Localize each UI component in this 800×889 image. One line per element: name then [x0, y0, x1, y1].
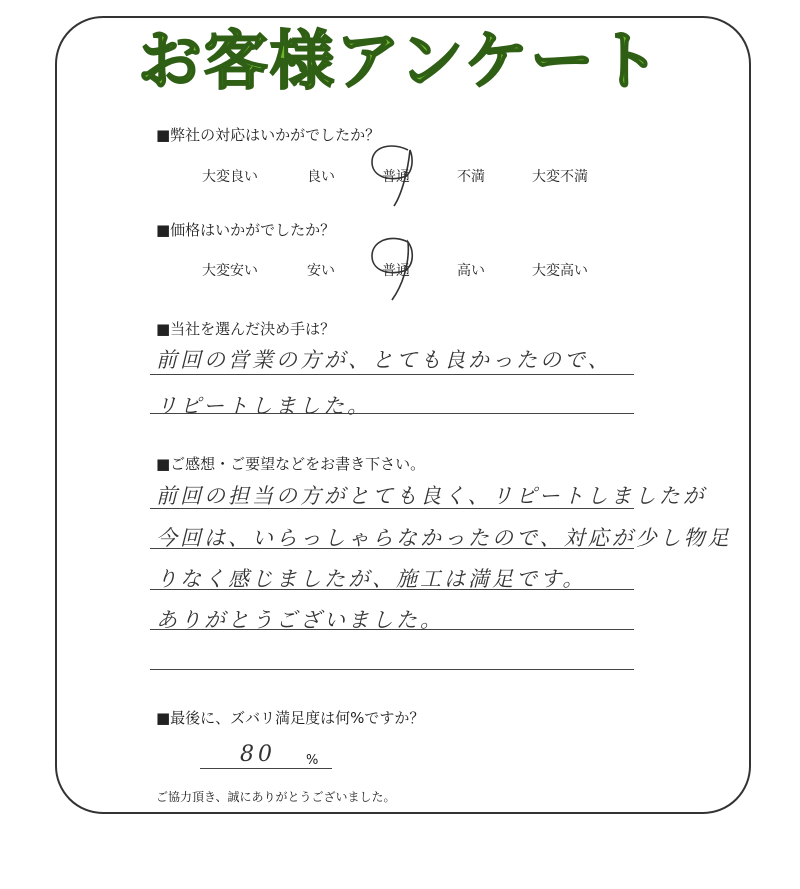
answer-line [150, 413, 634, 414]
answer-line [150, 548, 634, 549]
option-price-normal[interactable]: 普通 [382, 263, 410, 279]
option-service-normal[interactable]: 普通 [382, 169, 410, 185]
answer-comment-line-3: りなく感じましたが、施工は満足です。 [156, 567, 587, 591]
question-comments: ■ご感想・ご要望などをお書き下さい。 [156, 455, 426, 473]
option-service-dissatisfied[interactable]: 不満 [457, 169, 485, 185]
answer-line [150, 374, 634, 375]
selection-circle-service [362, 140, 422, 212]
selection-circle-price [362, 234, 422, 306]
answer-line [150, 669, 634, 670]
satisfaction-unit: % [306, 753, 319, 768]
answer-comment-line-4: ありがとうございました。 [156, 608, 444, 632]
answer-reason-line-2: リピートしました。 [156, 394, 372, 418]
answer-line [150, 629, 634, 630]
question-service: ■弊社の対応はいかがでしたか？ [156, 126, 381, 144]
footer-thanks: ご協力頂き、誠にありがとうございました。 [156, 790, 396, 804]
question-price: ■価格はいかがでしたか？ [156, 221, 336, 239]
option-service-very-good[interactable]: 大変良い [202, 169, 258, 185]
satisfaction-value: 80 [240, 742, 276, 767]
answer-line [150, 508, 634, 509]
answer-comment-line-2: 今回は、いらっしゃらなかったので、対応が少し物足 [156, 526, 732, 550]
satisfaction-line [200, 768, 332, 769]
survey-title: お客様アンケート [137, 25, 663, 99]
answer-line [150, 589, 634, 590]
option-service-very-dissatisfied[interactable]: 大変不満 [532, 169, 588, 185]
option-service-good[interactable]: 良い [307, 169, 335, 185]
option-price-very-expensive[interactable]: 大変高い [532, 263, 588, 279]
answer-comment-line-1: 前回の担当の方がとても良く、リピートしましたが [156, 484, 707, 508]
option-price-expensive[interactable]: 高い [457, 263, 485, 279]
question-satisfaction: ■最後に、ズバリ満足度は何%ですか？ [156, 709, 425, 727]
option-price-very-cheap[interactable]: 大変安い [202, 263, 258, 279]
answer-reason-line-1: 前回の営業の方が、とても良かったので、 [156, 348, 612, 372]
option-price-cheap[interactable]: 安い [307, 263, 335, 279]
question-decision-reason: ■当社を選んだ決め手は？ [156, 320, 336, 338]
